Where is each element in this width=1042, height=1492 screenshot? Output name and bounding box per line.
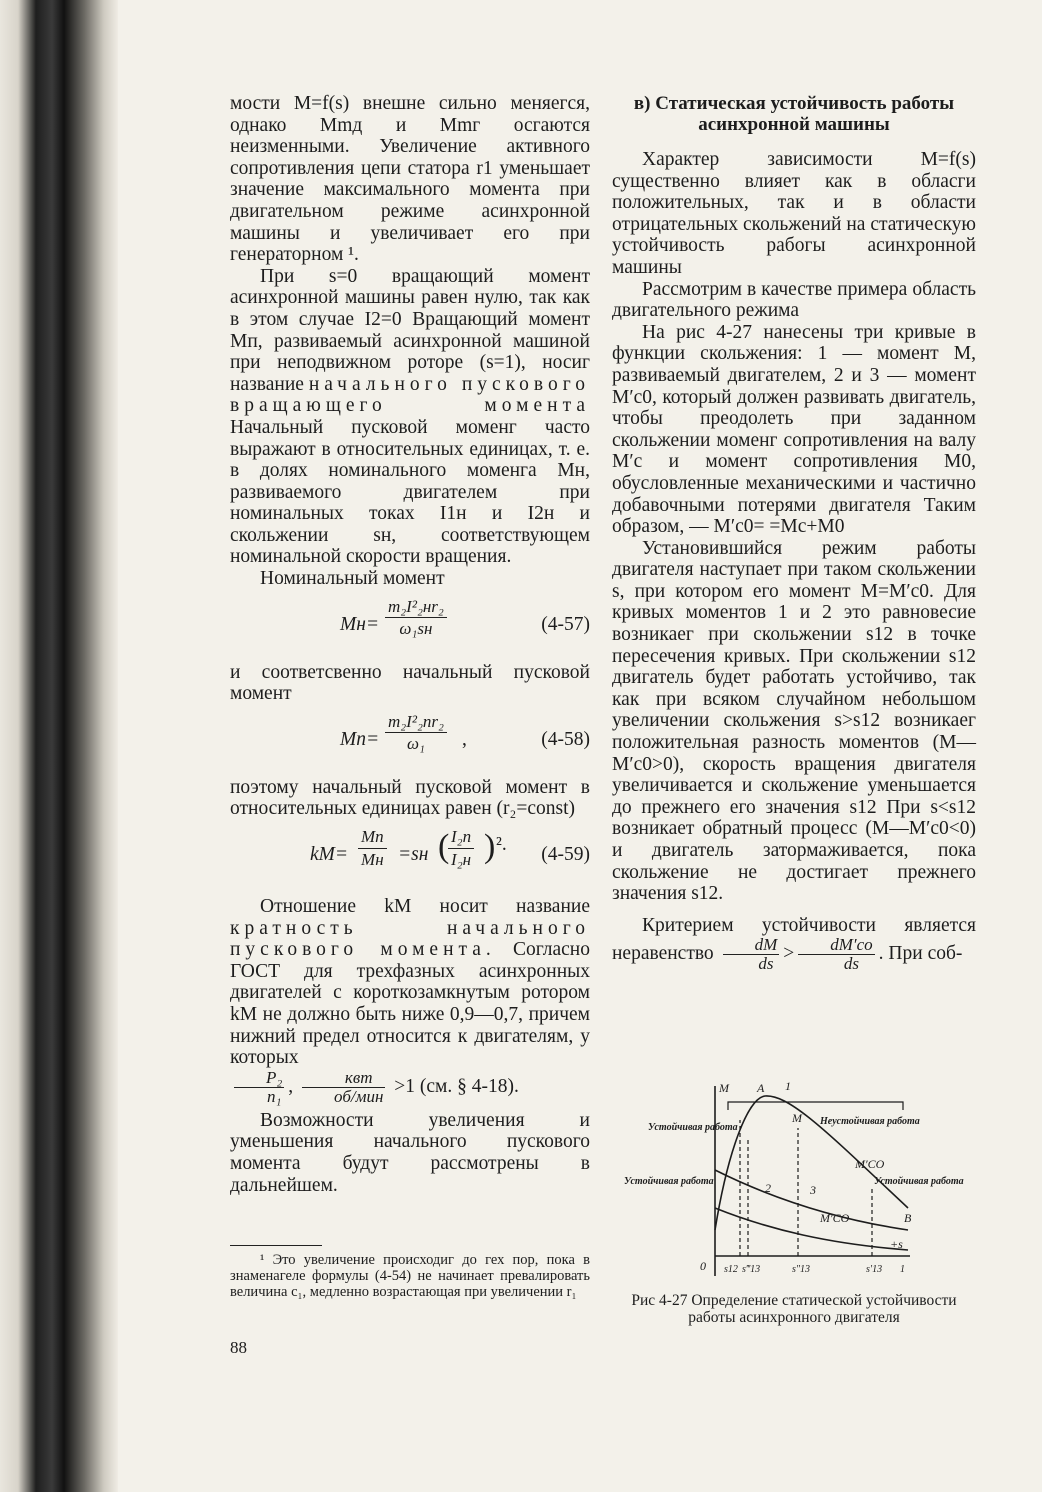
footnote: ¹ Это увеличение происходиг до гех пор, пока в знаменагеле формулы (4-54) не начинает превалировать величина c₁, медленно возрастающая при увеличении r₁ bbox=[230, 1245, 590, 1300]
point-b-label: B bbox=[904, 1211, 912, 1225]
right-column bbox=[612, 93, 976, 973]
figure-4-27 bbox=[620, 1079, 964, 1290]
equation-number: (4-57) bbox=[541, 613, 590, 635]
s13-triple-tick-label: s‴13 bbox=[742, 1264, 761, 1275]
spaced-term: кратность начального пускового момента. bbox=[230, 917, 590, 961]
paragraph: Номинальный момент bbox=[260, 568, 445, 590]
figure-caption: Рис 4-27 Определение статической устойчивости работы асинхронного двигателя bbox=[631, 1292, 957, 1326]
curve-1-label: 1 bbox=[785, 1079, 791, 1093]
paragraph: На рис 4-27 нанесены три кривые в функции скольжения: 1 — момент M, развиваемый двигателем, 2 и 3 — момент M′c0, который должен развивать двигатель, чтобы преодолеть при заданном скольжении моменг сопротивления на валу M′c и момент сопротивления M0, обусловленные механическими и частично добавочными потерями двигателя Таким образом, — M′c0= =Mc+M0 bbox=[612, 321, 976, 538]
s12-tick-label: s12 bbox=[724, 1264, 738, 1275]
curve-2-label: 2 bbox=[765, 1181, 771, 1195]
paragraph: Рассмотрим в качестве примера область двигательного режима bbox=[612, 278, 976, 322]
paragraph: Отношение kM носит название кратность начального пускового момента. Согласно ГОСТ для трехфазных асинхронных двигателей с короткозамкнутым ротором kM не должно быть ниже 0,9—0,7, причем нижний предел относится к двигателям, у которых $\frac{\text{P₂}}{\text{n₁}}$ , квт об/мин >1 (см. § 4-18). bbox=[230, 896, 590, 1106]
paragraph: мости M=f(s) внешне сильно меняегся, однако Mmд и Mmг осгаются неизменными. Увеличение активного сопротивления цепи статора r1 уменьшает значение максимального момента при двигательном режиме асинхронной машины и увеличивает его при генераторном ¹. bbox=[230, 93, 590, 266]
origin-label: 0 bbox=[700, 1259, 706, 1273]
mco-label-upper: M′CO bbox=[855, 1157, 885, 1171]
spaced-term: начального пускового вращающего момента bbox=[230, 373, 590, 417]
paragraph: поэтому начальный пусковой момент в относительных единицах равен (r₂=const) bbox=[230, 776, 590, 820]
stable-label-1: Устойчивая работа bbox=[648, 1122, 738, 1133]
formula-4-59: kM= Mп Mн =sн ( I₂п I₂н ) ². (4-59) bbox=[310, 827, 590, 869]
point-m-label: M bbox=[792, 1111, 802, 1125]
stable-label-3: Устойчивая работа bbox=[874, 1176, 964, 1187]
paragraph: и соответсвенно начальный пусковой момент bbox=[230, 661, 590, 705]
point-a-label: A bbox=[757, 1081, 765, 1095]
paragraph: Критерием устойчивости является неравенство $\frac{dM}{ds}$ > $\frac{dM'co}{ds}$ . При соб- bbox=[612, 914, 976, 974]
axis-s-label: +s bbox=[890, 1237, 903, 1251]
s13-double-tick-label: s″13 bbox=[792, 1264, 811, 1275]
s13-single-tick-label: s′13 bbox=[866, 1264, 883, 1275]
page-number: 88 bbox=[230, 1338, 247, 1357]
paragraph: Возможности увеличения и уменьшения начального пускового момента будут рассмотрены в дальнейшем. bbox=[230, 1109, 590, 1196]
left-column bbox=[230, 93, 590, 1196]
formula-4-57: Mн= m₂I²₂нr₂ ω₁sн (4-57) bbox=[340, 596, 590, 639]
axis-m-label: M bbox=[719, 1081, 729, 1095]
formula-4-58: Mп= m₂I²₂пr₂ ω₁ , (4-58) bbox=[340, 711, 590, 754]
unstable-label: Неустойчивая работа bbox=[820, 1116, 920, 1127]
section-heading: в) Статическая устойчивость работы асинхронной машины bbox=[633, 93, 955, 135]
mco-label-lower: M′CO bbox=[820, 1211, 850, 1225]
s-one-tick-label: 1 bbox=[900, 1264, 905, 1275]
equation-number: (4-58) bbox=[541, 728, 590, 750]
paragraph: Характер зависимости M=f(s) существенно влияет как в облaсги положительных, так и в области отрицательных скольжений на статическую устойчивость рабогы асинхронной машины bbox=[612, 149, 976, 278]
curve-3-label: 3 bbox=[810, 1183, 816, 1197]
curve-2-mco bbox=[715, 1208, 908, 1250]
footnote-rule bbox=[230, 1245, 322, 1246]
book-spine-shadow bbox=[0, 0, 118, 1492]
paragraph: При s=0 вращающий момент асинхронной машины равен нулю, так как в этом случае I2=0 Вращающий момент Mп, развиваемый асинхронной машиной при неподвижном роторе (s=1), носиг название начального пускового вращающего момента Начальный пусковой моменг часто выражают в относительных единицах, т. е. в долях номинального моменга Mн, развиваемого двигателем при номинальных токах I1н и I2н и скольжении sн, соответствующем номинальной скорости вращения. bbox=[230, 265, 590, 568]
paragraph: Установившийся режим работы двигателя наступает при таком скольжении s, при котором его момент M=M′c0. Для кривых моментов 1 и 2 это равновесие возникаег при скольжении s12 в точке пересечения кривых. При скольжении s12 двигатель будет работать устойчиво, так как при всяком случайном небольшом увеличении скольжения s>s12 возникаег положительная разность моментов (M—M′c0>0), скорость вращения двигателя увеличивается и скольжение уменьшается до прежнего его значения s12 При s<s12 возникает обратный процесс (M—M′c0<0) и двигатель затормаживается, пока скольжение не достигает прежнего значения s12. bbox=[612, 537, 976, 905]
stable-label-2: Устойчивая работа bbox=[624, 1176, 714, 1187]
equation-number: (4-59) bbox=[541, 844, 590, 866]
